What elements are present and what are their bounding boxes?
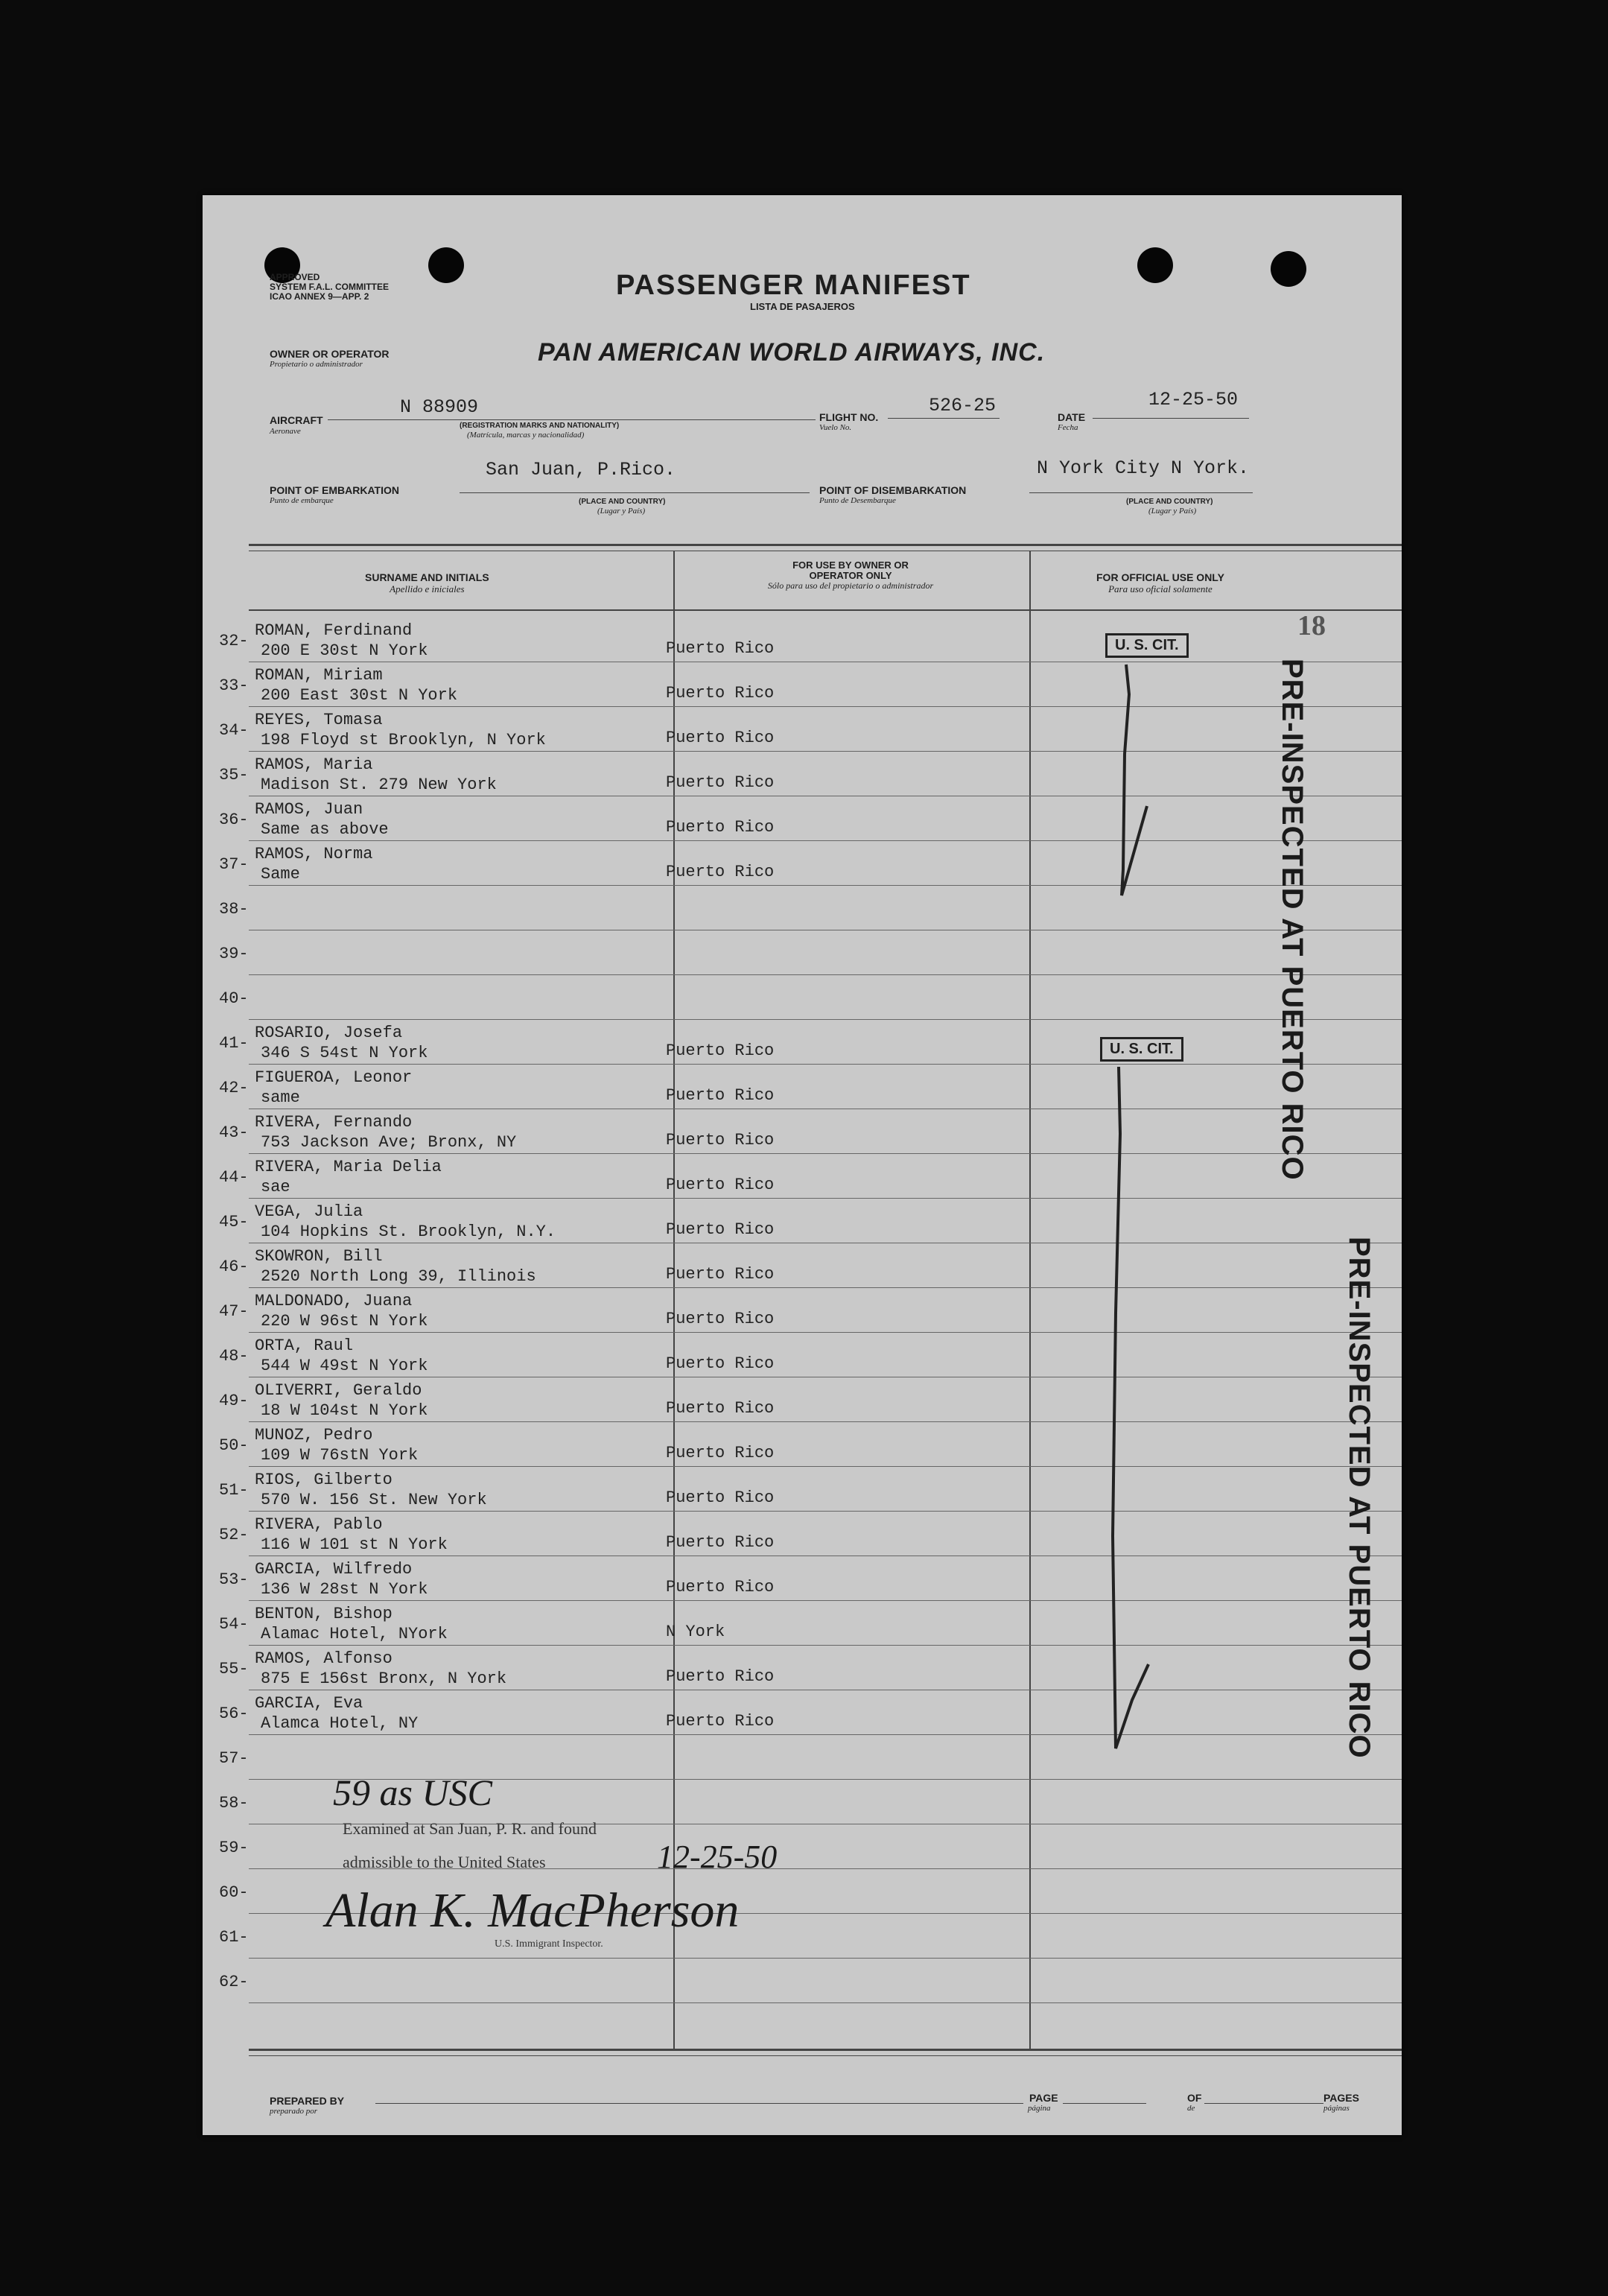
- row-number: 54-: [219, 1615, 249, 1634]
- registration-note-es: (Matrícula, marcas y nacionalidad): [467, 431, 585, 440]
- passenger-name: ROMAN, Miriam: [255, 666, 383, 685]
- row-rule: [249, 1198, 1402, 1199]
- passenger-address: 220 W 96st N York: [261, 1312, 428, 1331]
- row-rule: [249, 840, 1402, 841]
- row-number: 42-: [219, 1079, 249, 1097]
- passenger-name: RAMOS, Norma: [255, 845, 373, 863]
- passenger-name: MALDONADO, Juana: [255, 1292, 413, 1310]
- embark-label: POINT OF EMBARKATION: [270, 484, 399, 496]
- punch-hole-3: [1137, 247, 1173, 283]
- passenger-name: VEGA, Julia: [255, 1202, 363, 1221]
- passenger-name: GARCIA, Eva: [255, 1694, 363, 1713]
- origin-note: Puerto Rico: [666, 1220, 775, 1239]
- disembark-place-note-es: (Lugar y País): [1148, 507, 1197, 516]
- row-rule: [249, 885, 1402, 886]
- origin-note: Puerto Rico: [666, 1399, 775, 1418]
- passenger-address: 346 S 54st N York: [261, 1044, 428, 1062]
- passenger-name: SKOWRON, Bill: [255, 1247, 383, 1266]
- disembark-place-note: (PLACE AND COUNTRY): [1126, 498, 1213, 506]
- flight-label: FLIGHT NO.: [819, 411, 879, 423]
- row-number: 39-: [219, 945, 249, 963]
- passenger-address: 18 W 104st N York: [261, 1401, 428, 1420]
- page-underline: [1063, 2103, 1146, 2104]
- passenger-name: RIVERA, Fernando: [255, 1113, 413, 1132]
- row-number: 33-: [219, 676, 249, 695]
- row-number: 49-: [219, 1392, 249, 1410]
- row-number: 55-: [219, 1660, 249, 1678]
- origin-note: Puerto Rico: [666, 729, 775, 747]
- registration-note: (REGISTRATION MARKS AND NATIONALITY): [460, 422, 620, 430]
- origin-note: Puerto Rico: [666, 1533, 775, 1552]
- passenger-name: ORTA, Raul: [255, 1336, 354, 1355]
- date-value: 12-25-50: [1148, 389, 1239, 410]
- page-label: PAGE: [1029, 2092, 1058, 2104]
- origin-note: Puerto Rico: [666, 1086, 775, 1105]
- passenger-name: ROMAN, Ferdinand: [255, 621, 413, 640]
- origin-note: Puerto Rico: [666, 1176, 775, 1194]
- row-number: 61-: [219, 1928, 249, 1947]
- row-number: 38-: [219, 900, 249, 919]
- passenger-address: Alamac Hotel, NYork: [261, 1625, 448, 1643]
- embark-place-note-es: (Lugar y País): [597, 507, 646, 516]
- origin-note: Puerto Rico: [666, 1131, 775, 1149]
- row-rule: [249, 1600, 1402, 1601]
- row-rule: [249, 974, 1402, 975]
- origin-note: Puerto Rico: [666, 684, 775, 703]
- table-bottom-rule-2: [249, 2055, 1402, 2056]
- passenger-name: ROSARIO, Josefa: [255, 1024, 403, 1042]
- row-number: 52-: [219, 1526, 249, 1544]
- inspector-title: U.S. Immigrant Inspector.: [495, 1938, 603, 1950]
- check-bracket-lines: [1067, 642, 1215, 1983]
- origin-note: Puerto Rico: [666, 1310, 775, 1328]
- manifest-sheet: [203, 195, 1402, 2135]
- row-number: 60-: [219, 1883, 249, 1902]
- disembark-label-es: Punto de Desembarque: [819, 496, 896, 505]
- col-header-surname: [365, 571, 489, 595]
- approved-line: APPROVED: [270, 272, 320, 282]
- passenger-address: Madison St. 279 New York: [261, 776, 497, 794]
- passenger-address: 104 Hopkins St. Brooklyn, N.Y.: [261, 1222, 556, 1241]
- passenger-name: BENTON, Bishop: [255, 1605, 393, 1623]
- table-bottom-rule: [249, 2049, 1402, 2051]
- row-number: 37-: [219, 855, 249, 874]
- row-number: 46-: [219, 1258, 249, 1276]
- row-rule: [249, 1421, 1402, 1422]
- preinspected-stamp-1: PRE-INSPECTED AT PUERTO RICO: [1276, 659, 1309, 1181]
- prepared-label-es: preparado por: [270, 2107, 318, 2116]
- bracket-line-2: [1113, 1067, 1148, 1748]
- us-cit-stamp-2: U. S. CIT.: [1100, 1037, 1183, 1062]
- origin-note: Puerto Rico: [666, 1265, 775, 1284]
- row-number: 58-: [219, 1794, 249, 1813]
- passenger-address: 198 Floyd st Brooklyn, N York: [261, 731, 546, 749]
- row-number: 53-: [219, 1570, 249, 1589]
- origin-note: Puerto Rico: [666, 1354, 775, 1373]
- row-number: 35-: [219, 766, 249, 784]
- passenger-name: FIGUEROA, Leonor: [255, 1068, 413, 1087]
- passenger-address: 753 Jackson Ave; Bronx, NY: [261, 1133, 517, 1152]
- origin-note: Puerto Rico: [666, 1667, 775, 1686]
- row-rule: [249, 1153, 1402, 1154]
- row-rule: [249, 1466, 1402, 1467]
- disembark-value: N York City N York.: [1037, 457, 1250, 479]
- embark-underline: [460, 492, 810, 493]
- passenger-name: RAMOS, Alfonso: [255, 1649, 393, 1668]
- aircraft-underline: [328, 419, 816, 420]
- passenger-address: sae: [261, 1178, 290, 1196]
- row-number: 51-: [219, 1481, 249, 1500]
- flight-value: 526-25: [929, 395, 997, 416]
- row-rule: [249, 1287, 1402, 1288]
- origin-note: N York: [666, 1623, 725, 1641]
- table-top-rule: [249, 544, 1402, 546]
- row-rule: [249, 2002, 1402, 2003]
- row-number: 57-: [219, 1749, 249, 1768]
- approved-line: SYSTEM F.A.L. COMMITTEE: [270, 282, 390, 292]
- row-number: 40-: [219, 989, 249, 1008]
- passenger-address: 544 W 49st N York: [261, 1357, 428, 1375]
- owner-label-es: Propietario o administrador: [270, 360, 363, 369]
- passenger-name: RAMOS, Maria: [255, 755, 373, 774]
- flight-underline: [888, 418, 1000, 419]
- row-number: 45-: [219, 1213, 249, 1231]
- bracket-line-1: [1122, 665, 1147, 895]
- page-label-es: página: [1028, 2104, 1051, 2113]
- punch-hole-2: [428, 247, 464, 283]
- origin-note: Puerto Rico: [666, 773, 775, 792]
- row-number: 47-: [219, 1302, 249, 1321]
- origin-note: Puerto Rico: [666, 1578, 775, 1596]
- date-underline: [1093, 418, 1249, 419]
- col-header-owner-label: FOR USE BY OWNER OR OPERATOR ONLY: [792, 559, 909, 581]
- row-rule: [249, 1555, 1402, 1556]
- passenger-address: same: [261, 1088, 300, 1107]
- inspector-signature: Alan K. MacPherson: [325, 1883, 740, 1938]
- header-bottom-rule: [249, 609, 1402, 611]
- row-number: 41-: [219, 1034, 249, 1053]
- passenger-address: 116 W 101 st N York: [261, 1535, 448, 1554]
- col-header-owner-es: Sólo para uso del propietario o administrador: [767, 580, 934, 591]
- embark-place-note: (PLACE AND COUNTRY): [579, 498, 666, 506]
- row-rule: [249, 706, 1402, 707]
- disembark-underline: [1029, 492, 1253, 493]
- row-number: 34-: [219, 721, 249, 740]
- row-rule: [249, 1958, 1402, 1959]
- admissible-text: admissible to the United States: [343, 1853, 546, 1871]
- approved-line: ICAO ANNEX 9—APP. 2: [270, 291, 369, 302]
- owner-value: PAN AMERICAN WORLD AIRWAYS, INC.: [538, 338, 1046, 367]
- row-number: 32-: [219, 632, 249, 650]
- passenger-name: RIOS, Gilberto: [255, 1471, 393, 1489]
- page-mark: 18: [1297, 610, 1326, 641]
- aircraft-label: AIRCRAFT: [270, 414, 323, 426]
- of-underline: [1204, 2103, 1323, 2104]
- passenger-address: 136 W 28st N York: [261, 1580, 428, 1599]
- passenger-name: REYES, Tomasa: [255, 711, 383, 729]
- col-header-official: [1096, 571, 1224, 595]
- row-rule: [249, 1734, 1402, 1735]
- passenger-address: 570 W. 156 St. New York: [261, 1491, 487, 1509]
- of-label-es: de: [1187, 2104, 1195, 2113]
- date-label-es: Fecha: [1058, 423, 1078, 432]
- row-number: 43-: [219, 1123, 249, 1142]
- row-number: 62-: [219, 1973, 249, 1991]
- embark-label-es: Punto de embarque: [270, 496, 334, 505]
- row-number: 59-: [219, 1839, 249, 1857]
- prepared-underline: [375, 2103, 1023, 2104]
- row-number: 44-: [219, 1168, 249, 1187]
- aircraft-value: N 88909: [400, 396, 479, 418]
- row-rule: [249, 1645, 1402, 1646]
- passenger-name: RAMOS, Juan: [255, 800, 363, 819]
- passenger-address: Same as above: [261, 820, 389, 839]
- row-number: 56-: [219, 1704, 249, 1723]
- inspection-date: 12-25-50: [657, 1839, 778, 1875]
- passenger-name: GARCIA, Wilfredo: [255, 1560, 413, 1579]
- flight-label-es: Vuelo No.: [819, 423, 852, 432]
- date-label: DATE: [1058, 411, 1086, 423]
- origin-note: Puerto Rico: [666, 1041, 775, 1060]
- passenger-name: MUNOZ, Pedro: [255, 1426, 373, 1444]
- row-number: 48-: [219, 1347, 249, 1366]
- origin-note: Puerto Rico: [666, 1444, 775, 1462]
- row-rule: [249, 751, 1402, 752]
- prepared-label: PREPARED BY: [270, 2095, 345, 2107]
- passenger-name: OLIVERRI, Geraldo: [255, 1381, 422, 1400]
- row-rule: [249, 1511, 1402, 1512]
- punch-hole-4: [1271, 251, 1306, 287]
- origin-note: Puerto Rico: [666, 639, 775, 658]
- page-title: PASSENGER MANIFEST: [616, 270, 971, 301]
- origin-note: Puerto Rico: [666, 1712, 775, 1731]
- count-note: 59 as USC: [333, 1772, 492, 1813]
- origin-note: Puerto Rico: [666, 863, 775, 881]
- approved-block: [270, 273, 389, 302]
- col-header-official-es: Para uso oficial solamente: [1108, 583, 1213, 594]
- owner-label: OWNER OR OPERATOR: [270, 348, 390, 360]
- passenger-name: RIVERA, Pablo: [255, 1515, 383, 1534]
- row-number: 36-: [219, 811, 249, 829]
- passenger-address: 200 East 30st N York: [261, 686, 458, 705]
- row-rule: [249, 1019, 1402, 1020]
- col-header-surname-es: Apellido e iniciales: [390, 583, 465, 594]
- origin-note: Puerto Rico: [666, 1488, 775, 1507]
- passenger-name: RIVERA, Maria Delia: [255, 1158, 442, 1176]
- pages-label: PAGES: [1323, 2092, 1359, 2104]
- col-header-surname-label: SURNAME AND INITIALS: [365, 571, 489, 583]
- page-subtitle: LISTA DE PASAJEROS: [750, 301, 855, 312]
- pages-label-es: páginas: [1323, 2104, 1350, 2113]
- of-label: OF: [1187, 2092, 1202, 2104]
- preinspected-stamp-2: PRE-INSPECTED AT PUERTO RICO: [1343, 1237, 1376, 1759]
- row-rule: [249, 1332, 1402, 1333]
- passenger-address: 875 E 156st Bronx, N York: [261, 1669, 507, 1688]
- us-cit-stamp-1: U. S. CIT.: [1105, 633, 1189, 658]
- passenger-address: Same: [261, 865, 300, 884]
- aircraft-label-es: Aeronave: [270, 427, 301, 436]
- passenger-address: 2520 North Long 39, Illinois: [261, 1267, 536, 1286]
- passenger-address: 200 E 30st N York: [261, 641, 428, 660]
- passenger-address: 109 W 76stN York: [261, 1446, 419, 1465]
- embark-value: San Juan, P.Rico.: [486, 459, 676, 481]
- passenger-address: Alamca Hotel, NY: [261, 1714, 419, 1733]
- row-number: 50-: [219, 1436, 249, 1455]
- col-header-official-label: FOR OFFICIAL USE ONLY: [1096, 571, 1224, 583]
- disembark-label: POINT OF DISEMBARKATION: [819, 484, 967, 496]
- col-header-owner: [724, 560, 977, 591]
- origin-note: Puerto Rico: [666, 818, 775, 837]
- examined-text: Examined at San Juan, P. R. and found: [343, 1819, 597, 1838]
- row-rule: [249, 1064, 1402, 1065]
